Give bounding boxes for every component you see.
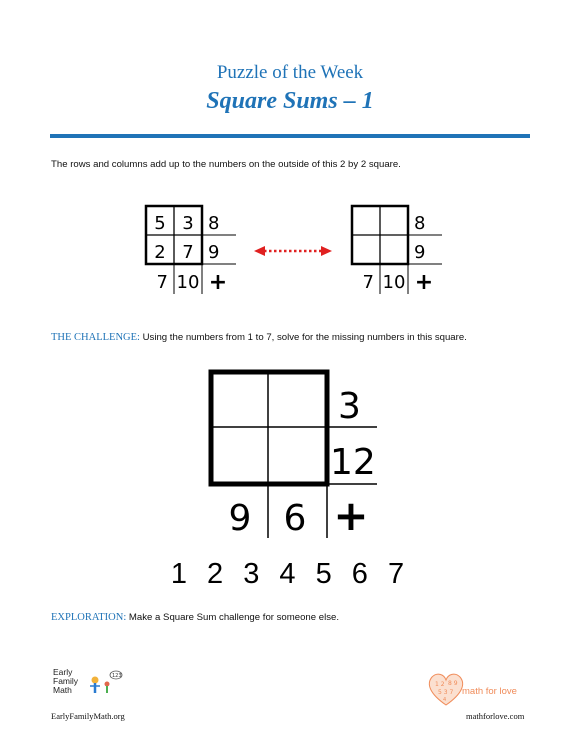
plus-sign: + — [333, 491, 369, 540]
blank-row-sum: 9 — [414, 242, 426, 263]
solved-row-sum: 8 — [208, 213, 220, 234]
number-heart-icon — [426, 670, 466, 708]
solved-cell: 2 — [154, 242, 166, 263]
blank-col-sum: 10 — [382, 272, 406, 293]
blank-col-sum: 7 — [362, 272, 374, 293]
challenge-paragraph — [51, 332, 467, 343]
challenge-square-frame — [211, 372, 327, 484]
page-title: Square Sums – 1 — [206, 88, 374, 114]
early-family-math-url[interactable]: EarlyFamilyMath.org — [51, 711, 125, 721]
math-for-love-url[interactable]: mathforlove.com — [466, 711, 525, 721]
challenge-text: Using the numbers from 1 to 7, solve for the missing numbers in this square. — [139, 332, 467, 343]
svg-text:1 2: 1 2 — [435, 681, 445, 688]
example-solved-square — [140, 200, 240, 300]
dotted-double-arrow — [252, 244, 334, 258]
svg-text:123: 123 — [112, 673, 122, 679]
blank-row-sum: 8 — [414, 213, 426, 234]
challenge-col-sum: 9 — [228, 498, 252, 539]
logo-line: Math — [53, 685, 72, 695]
svg-text:4: 4 — [443, 697, 447, 703]
solved-col-sum: 7 — [156, 272, 168, 293]
solved-col-sum: 10 — [176, 272, 200, 293]
title-divider — [50, 134, 530, 138]
challenge-col-sum: 6 — [283, 498, 307, 539]
challenge-square — [205, 364, 385, 544]
svg-text:8 9: 8 9 — [448, 680, 458, 687]
solved-cell: 5 — [154, 213, 166, 234]
logo-line: Early — [53, 667, 73, 677]
plus-sign: + — [208, 270, 228, 295]
svg-text:5 3 7: 5 3 7 — [438, 689, 454, 696]
challenge-row-sum: 12 — [330, 442, 376, 483]
exploration-text: Make a Square Sum challenge for someone else. — [126, 612, 340, 623]
challenge-label: THE CHALLENGE: — [51, 332, 140, 343]
arrow-head-left — [254, 246, 265, 256]
math-for-love-wordmark: math for love — [462, 686, 517, 697]
early-family-math-logo — [53, 668, 125, 708]
solved-cell: 3 — [182, 213, 194, 234]
number-choices: 1 2 3 4 5 6 7 — [170, 558, 410, 590]
solved-row-sum: 9 — [208, 242, 220, 263]
example-blank-square — [346, 200, 446, 300]
solved-cell: 7 — [182, 242, 194, 263]
intro-text: The rows and columns add up to the numbers on the outside of this 2 by 2 square. — [51, 159, 401, 170]
exploration-label: EXPLORATION: — [51, 612, 127, 623]
plus-sign: + — [414, 270, 434, 295]
family-figures-icon — [83, 668, 125, 698]
challenge-row-sum: 3 — [338, 386, 361, 427]
logo-line: Family — [53, 676, 79, 686]
exploration-paragraph — [51, 612, 339, 623]
puzzle-kicker: Puzzle of the Week — [216, 62, 364, 83]
math-for-love-logo — [426, 670, 536, 710]
arrow-head-right — [321, 246, 332, 256]
